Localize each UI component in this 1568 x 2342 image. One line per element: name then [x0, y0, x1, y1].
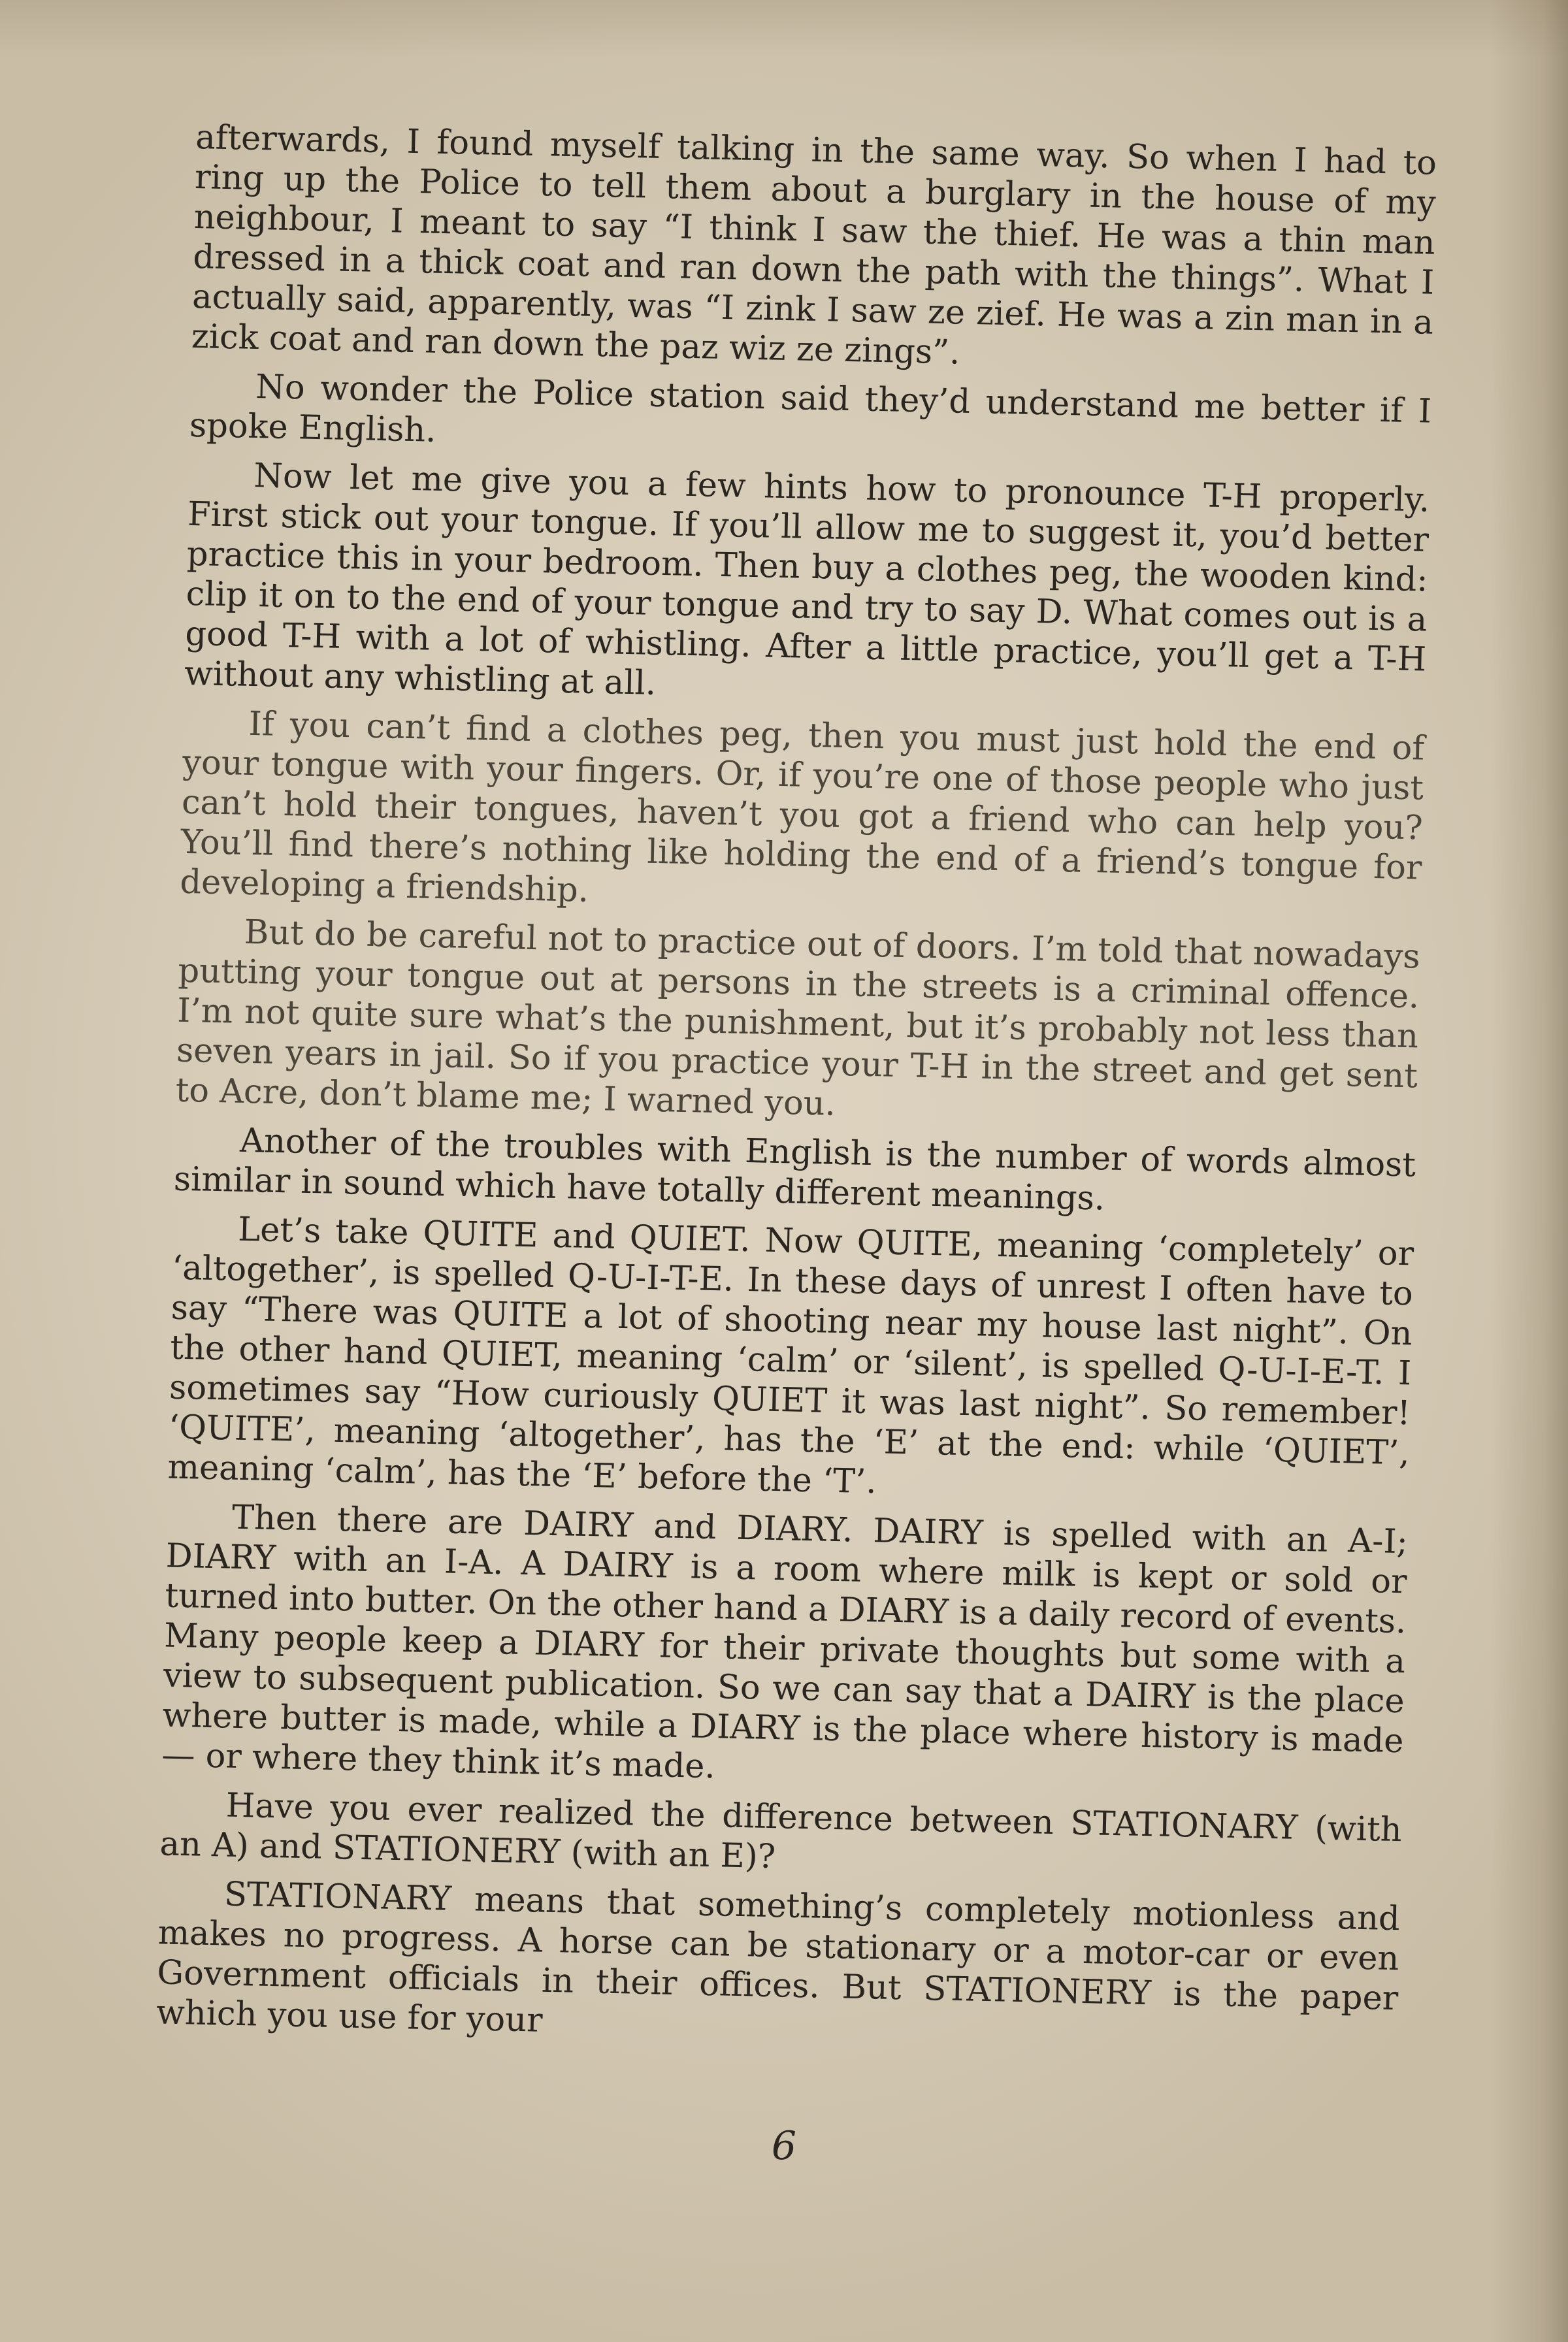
paragraph-10: STATIONARY means that something’s completely motionless and makes no progress. A horse can be stationary or a motor-car or even Government officials in their offices. But STATIONERY is the paper which you use for your [155, 1875, 1401, 2040]
body-text [155, 118, 1437, 2068]
paragraph-2: No wonder the Police station said they’d understand me better if I spoke English. [189, 368, 1432, 450]
page-number: 6 [771, 2123, 797, 2169]
paragraph-6: Another of the troubles with English is the number of words almost similar in sound which have totally different meanings. [173, 1121, 1416, 1218]
paragraph-9: Have you ever realized the difference between STATIONARY (with an A) and STATIONERY (with an E)? [159, 1786, 1403, 1877]
paragraph-8: Then there are DAIRY and DIARY. DAIRY is spelled with an A-I; DIARY with an I-A. A DAIRY is a room where milk is kept or sold or turned into butter. On the other hand a DIARY is a daily record of events. Many people keep a DIARY for their private thoughts but some with a view to subsequent publication. So we can say that a DAIRY is the place where butter is made, while a DIARY is the place where history is made — or where they think it’s made. [161, 1498, 1409, 1787]
paragraph-3: Now let me give you a few hints how to pronounce T-H properly. First stick out your tongue. If you’ll allow me to suggest it, you’d better practice this in your bedroom. Then buy a clothes peg, the wooden kind: clip it on to the end of your tongue and try to say D. What comes out is a good T-H with a lot of whistling. After a little practice, you’ll get a T-H without any whistling at all. [184, 456, 1430, 703]
page-top-shadow [0, 0, 1568, 59]
page-edge-shadow [1490, 0, 1568, 2342]
paragraph-7: Let’s take QUITE and QUIET. Now QUITE, meaning ‘completely’ or ‘altogether’, is spelled Q-U-I-T-E. In these days of unrest I often have to say “There was QUITE a lot of shooting near my house last night”. On the other hand QUIET, meaning ‘calm’ or ‘silent’, is spelled Q-U-I-E-T. I sometimes say “How curiously QUIET it was last night”. So remember! ‘QUITE’, meaning ‘altogether’, has the ‘E’ at the end: while ‘QUIET’, meaning ‘calm’, has the ‘E’ before the ‘T’. [167, 1210, 1414, 1502]
paragraph-1: afterwards, I found myself talking in the same way. So when I had to ring up the Police to tell them about a burglary in the house of my neighbour, I meant to say “I think I saw the thief. He was a thin man dressed in a thick coat and ran down the path with the things”. What I actually said, apparently, was “I zink I saw ze zief. He was a zin man in a zick coat and ran down the paz wiz ze zings”. [191, 118, 1437, 372]
paragraph-5: But do be careful not to practice out of doors. I’m told that nowadays putting your tongue out at persons in the streets is a criminal offence. I’m not quite sure what’s the punishment, but it’s probably not less than seven years in jail. So if you practice your T-H in the street and get sent to Acre, don’t blame me; I warned you. [175, 913, 1421, 1124]
paragraph-4: If you can’t find a clothes peg, then you must just hold the end of your tongue with your fingers. Or, if you’re one of those people who just can’t hold their tongues, haven’t you got a friend who can help you? You’ll find there’s nothing like holding the end of a friend’s tongue for developing a friendship. [179, 704, 1425, 910]
